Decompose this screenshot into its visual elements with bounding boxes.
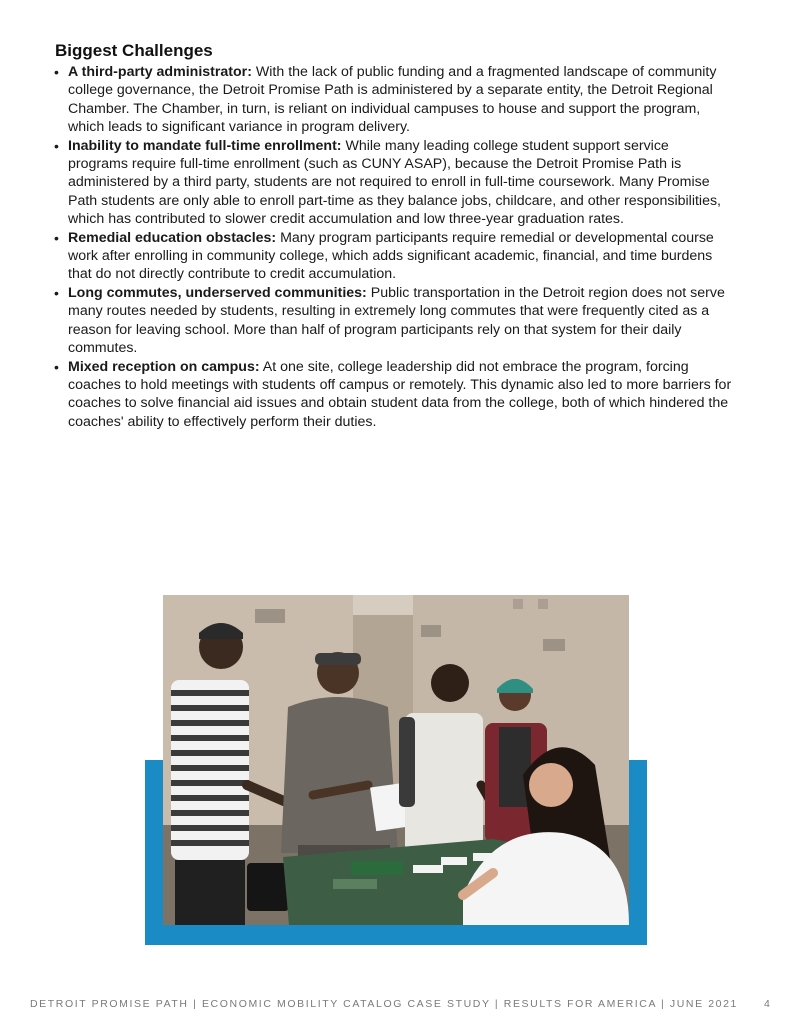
challenge-text: Many program participants require remedial or developmental course work after enrolling in community college, which adds significant academic, financial, and time burdens that do not directly contribute to credit accumulation. — [68, 229, 714, 283]
challenge-text: While many leading college student support service programs require full-time enrollment (such as CUNY ASAP), because the Detroit Promise Path is administered by a third party, students are not required to enroll in full-time coursework. Many Promise Path students are only able to enroll part-time as they balance jobs, childcare, and other responsibilities, which has contributed to slower credit accumulation and low three-year graduation rates. — [68, 137, 721, 228]
challenges-list — [52, 63, 732, 431]
event-photo — [163, 595, 629, 925]
page-footer: DETROIT PROMISE PATH | ECONOMIC MOBILITY CATALOG CASE STUDY | RESULTS FOR AMERICA | JUNE 2021 — [30, 998, 738, 1010]
list-item — [52, 358, 732, 432]
challenge-heading: A third-party administrator: — [68, 64, 252, 80]
challenge-heading: Mixed reception on campus: — [68, 358, 260, 375]
challenge-text: At one site, college leadership did not embrace the program, forcing coaches to hold meetings with students off campus or remotely. This dynamic also led to more barriers for coaches to solve financial aid issues and obtain student data from the college, both of which hindered the coaches' ability to effectively perform their duties. — [68, 358, 732, 430]
challenge-heading: Long commutes, underserved communities: — [68, 284, 367, 301]
challenge-heading: Remedial education obstacles: — [68, 229, 277, 246]
section-title: Biggest Challenges — [55, 41, 213, 60]
list-item — [52, 137, 732, 229]
photo-block — [145, 595, 647, 947]
list-item — [52, 284, 732, 358]
list-item — [52, 229, 732, 284]
challenge-text: With the lack of public funding and a fragmented landscape of community college governance, the Detroit Promise Path is administered by a separate entity, the Detroit Regional Chamber. The Chamber, in turn, is reliant on individual campuses to house and support the program, which leads to significant variance in program delivery. — [68, 64, 717, 136]
page-number: 4 — [764, 998, 770, 1010]
challenge-heading: Inability to mandate full-time enrollment: — [68, 137, 342, 154]
students-at-table-illustration — [163, 595, 629, 925]
challenge-text: Public transportation in the Detroit region does not serve many routes needed by students, resulting in extremely long commutes that were frequently cited as a reason for leaving school. More than half of program participants rely on that system for their daily commutes. — [68, 284, 725, 357]
list-item — [52, 63, 732, 137]
